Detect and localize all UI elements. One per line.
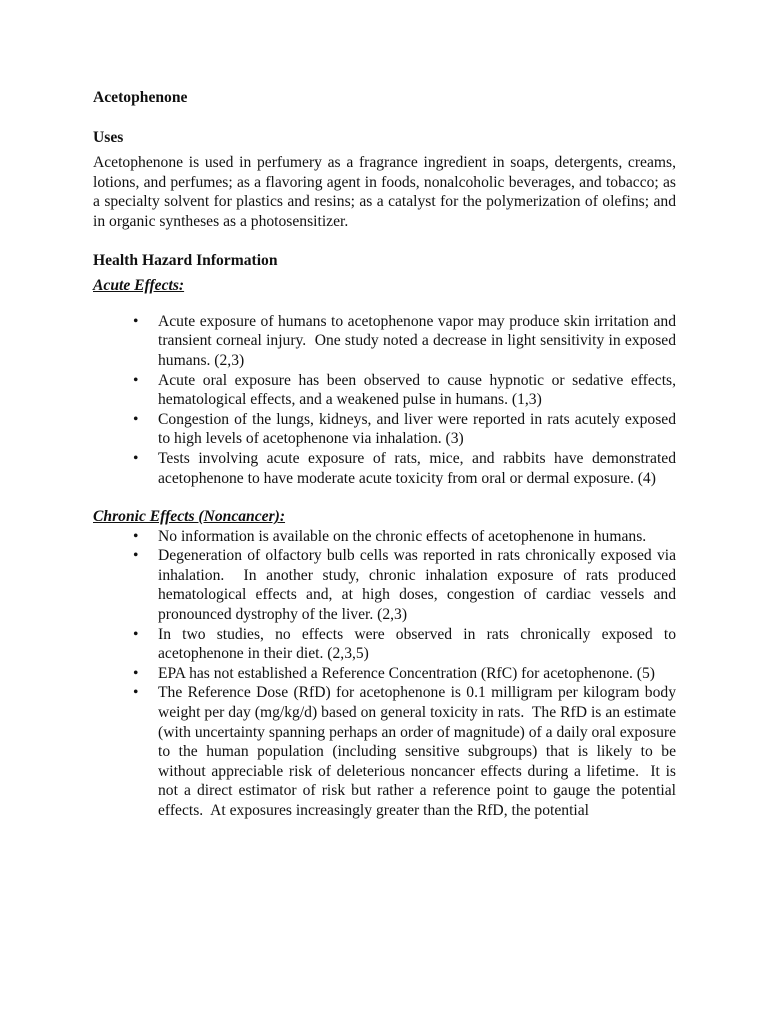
- list-item: [93, 312, 676, 371]
- bullet-icon: •: [133, 410, 139, 428]
- list-item-text: Acute oral exposure has been observed to cause hypnotic or sedative effects, hematological effects, and a weakened pulse in humans. (1,3): [158, 371, 676, 409]
- bullet-icon: •: [133, 547, 139, 565]
- acute-effects-list: [93, 312, 676, 488]
- bullet-icon: •: [133, 312, 139, 330]
- list-item: [93, 683, 676, 820]
- list-item: [93, 527, 676, 547]
- acute-effects-heading: Acute Effects:: [93, 277, 185, 295]
- list-item: [93, 371, 676, 410]
- list-item-text: No information is available on the chronic effects of acetophenone in humans.: [158, 527, 647, 545]
- list-item-text: Tests involving acute exposure of rats, mice, and rabbits have demonstrated acetophenone to have moderate acute toxicity from oral or dermal exposure. (4): [158, 449, 676, 487]
- bullet-icon: •: [133, 684, 139, 702]
- chronic-effects-list: [93, 527, 676, 821]
- document-title: Acetophenone: [93, 89, 188, 106]
- list-item: [93, 546, 676, 624]
- chronic-effects-heading: Chronic Effects (Noncancer):: [93, 508, 286, 526]
- bullet-icon: •: [133, 664, 139, 682]
- uses-paragraph: Acetophenone is used in perfumery as a fragrance ingredient in soaps, detergents, creams, lotions, and perfumes; as a flavoring agent in foods, nonalcoholic beverages, and tobacco; as a specialty solvent for plastics and resins; as a catalyst for the polymerization of olefins; and in organic syntheses as a photosensitizer.: [93, 154, 676, 230]
- bullet-icon: •: [133, 625, 139, 643]
- bullet-icon: •: [133, 449, 139, 467]
- list-item: [93, 449, 676, 488]
- list-item-text: Degeneration of olfactory bulb cells was reported in rats chronically exposed via inhalation. In another study, chronic inhalation exposure of rats produced hematological effects and, at high doses, congestion of cardiac vessels and pronounced dystrophy of the liver. (2,3): [158, 547, 676, 624]
- list-item-text: In two studies, no effects were observed in rats chronically exposed to acetophenone in their diet. (2,3,5): [158, 625, 676, 663]
- uses-heading: Uses: [93, 128, 124, 146]
- list-item-text: EPA has not established a Reference Concentration (RfC) for acetophenone. (5): [158, 664, 655, 682]
- document-page: [93, 88, 676, 840]
- bullet-icon: •: [133, 371, 139, 389]
- list-item: [93, 410, 676, 449]
- list-item-text: The Reference Dose (RfD) for acetophenone is 0.1 milligram per kilogram body weight per day (mg/kg/d) based on general toxicity in rats. The RfD is an estimate (with uncertainty spanning perhaps an order of magnitude) of a daily oral exposure to the human population (including sensitive subgroups) that is likely to be without appreciable risk of deleterious noncancer effects during a lifetime. It is not a direct estimator of risk but rather a reference point to gauge the potential effects. At exposures increasingly greater than the RfD, the potential: [158, 684, 676, 819]
- list-item-text: Congestion of the lungs, kidneys, and liver were reported in rats acutely exposed to high levels of acetophenone via inhalation. (3): [158, 410, 676, 448]
- bullet-icon: •: [133, 527, 139, 545]
- list-item-text: Acute exposure of humans to acetophenone vapor may produce skin irritation and transient corneal injury. One study noted a decrease in light sensitivity in exposed humans. (2,3): [158, 312, 676, 369]
- health-hazard-heading: Health Hazard Information: [93, 251, 278, 269]
- list-item: [93, 625, 676, 664]
- list-item: [93, 664, 676, 684]
